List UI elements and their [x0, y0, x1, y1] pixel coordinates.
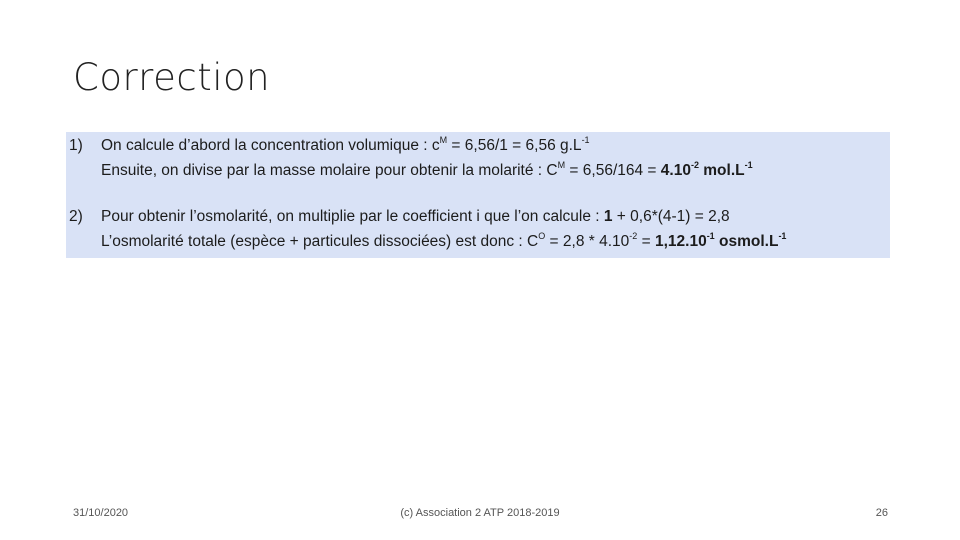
superscript: O [538, 231, 546, 241]
bold-value: 1 [603, 208, 613, 225]
item-1-line-2 [101, 162, 753, 180]
text: = 2,8 * 4.10 [545, 233, 630, 250]
bold-result: 1,12.10 [654, 233, 707, 250]
text: = 6,56/164 = [565, 162, 661, 179]
superscript: M [557, 160, 566, 170]
text: = [637, 233, 655, 250]
superscript: -1 [778, 231, 787, 241]
superscript: -1 [744, 160, 753, 170]
text: = 6,56/1 = 6,56 g.L [447, 137, 582, 154]
superscript: -2 [629, 231, 638, 241]
superscript: -1 [706, 231, 715, 241]
page-number: 26 [875, 507, 888, 519]
slide-title: Correction [73, 56, 271, 99]
superscript: -1 [581, 135, 590, 145]
footer-copyright: (c) Association 2 ATP 2018-2019 [400, 507, 560, 519]
item-number: 2) [69, 208, 83, 225]
text: + 0,6*(4-1) = 2,8 [612, 208, 730, 225]
superscript: -2 [690, 160, 699, 170]
bold-unit: mol.L [698, 162, 745, 179]
item-2-line-1 [101, 208, 730, 226]
footer-date: 31/10/2020 [73, 507, 129, 519]
text: Ensuite, on divise par la masse molaire pour obtenir la molarité : C [101, 162, 558, 179]
text: On calcule d’abord la concentration volumique : c [101, 137, 440, 154]
text: Pour obtenir l’osmolarité, on multiplie par le coefficient i que l’on calcule : [101, 208, 604, 225]
correction-box [66, 132, 890, 258]
bold-result: 4.10 [660, 162, 691, 179]
superscript: M [439, 135, 448, 145]
item-1-line-1 [101, 137, 590, 155]
text: L’osmolarité totale (espèce + particules dissociées) est donc : C [101, 233, 539, 250]
item-2-line-2 [101, 233, 786, 251]
bold-unit: osmol.L [714, 233, 779, 250]
item-number: 1) [69, 137, 83, 154]
